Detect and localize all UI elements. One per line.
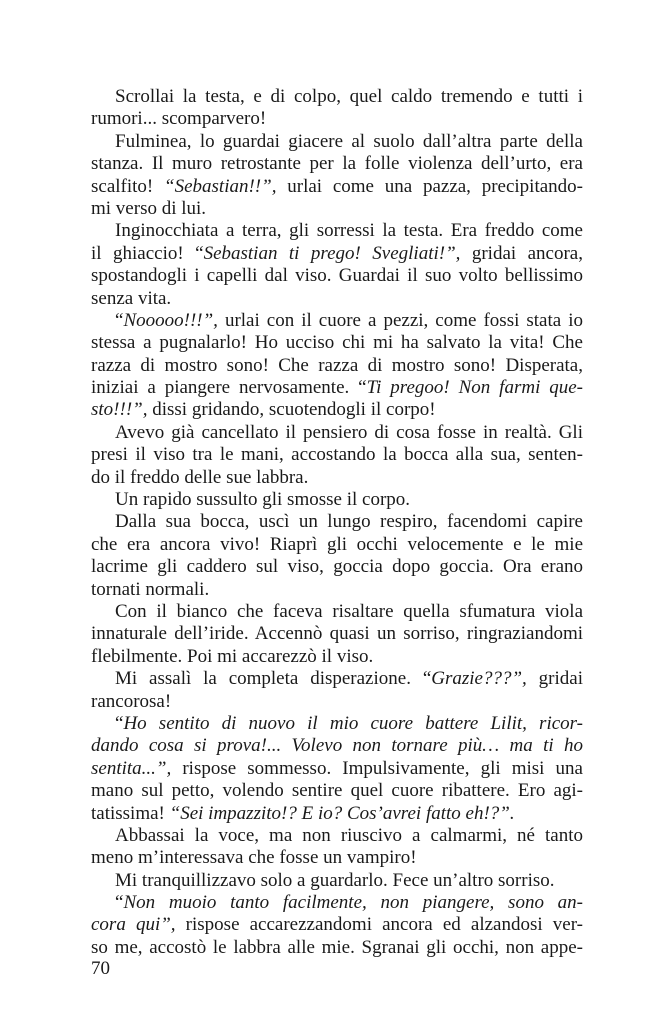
text-line [91, 780, 583, 802]
text-line [91, 176, 583, 198]
text-line [91, 310, 583, 332]
text-span: Fulminea, lo guardai giacere al suolo dall’altra parte della [115, 130, 583, 152]
text-line [91, 422, 583, 444]
italic-text: Grazie???”, [431, 668, 527, 690]
text-line [91, 937, 583, 959]
text-span: “ [115, 892, 124, 914]
text-span: iniziai a piangere nervosamente. “ [91, 377, 367, 399]
text-span: Mi tranquillizzavo solo a guardarlo. Fece un’altro sorriso. [115, 869, 555, 891]
text-line [91, 892, 583, 914]
text-span: tatissima! [91, 802, 170, 824]
text-line [91, 825, 583, 847]
text-span: Inginocchiata a terra, gli sorressi la testa. Era freddo come [115, 220, 583, 242]
italic-text: Ti pregoo! Non farmi que- [366, 377, 583, 399]
text-span: do il freddo delle sue labbra. [91, 466, 309, 488]
text-span: tornati normali. [91, 578, 210, 600]
text-span: rispose sommesso. Impulsivamente, gli misi una [171, 757, 583, 779]
text-line [91, 220, 583, 242]
text-line [91, 803, 583, 825]
text-span: Abbassai la voce, ma non riuscivo a calmarmi, né tanto [115, 824, 583, 846]
text-span: Un rapido sussulto gli smosse il corpo. [115, 489, 411, 511]
text-line [91, 847, 583, 869]
italic-text: Sebastian ti prego! Svegliati!”, [203, 242, 461, 264]
text-line [91, 467, 583, 489]
text-span: stanza. Il muro retrostante per la folle violenza dell’urto, era [91, 153, 583, 175]
text-span: Dalla sua bocca, uscì un lungo respiro, facendomi capire [115, 511, 583, 533]
text-line [91, 556, 583, 578]
text-span: gridai ancora, [460, 242, 583, 264]
text-line [91, 355, 583, 377]
italic-text: Ho sentito di nuovo il mio cuore battere Lilit, ricor- [123, 712, 583, 734]
page-body [91, 86, 583, 959]
text-span: so me, accostò le labbra alle mie. Sgranai gli occhi, non appe- [91, 936, 583, 958]
text-line [91, 511, 583, 533]
text-line [91, 623, 583, 645]
text-span: stessa a pugnalarlo! Ho ucciso chi mi ha salvato la vita! Che [91, 332, 583, 354]
text-line [91, 914, 583, 936]
text-span: “ [115, 309, 124, 331]
text-line [91, 758, 583, 780]
text-span: gridai [526, 668, 583, 690]
text-span: senza vita. [91, 287, 172, 309]
text-line [91, 332, 583, 354]
text-span: flebilmente. Poi mi accarezzò il viso. [91, 645, 374, 667]
text-line [91, 646, 583, 668]
italic-text: Non muoio tanto facilmente, non piangere, sono an- [123, 892, 583, 914]
text-span: rumori... scomparvero! [91, 108, 267, 130]
text-span: razza di mostro sono! Che razza di mostro sono! Disperata, [91, 354, 583, 376]
text-span: il ghiaccio! “ [91, 242, 204, 264]
text-span: scalfito! [91, 175, 165, 197]
italic-text: dando cosa si prova!... Volevo non tornare più… ma ti ho [91, 735, 583, 757]
text-line [91, 108, 583, 130]
text-span: urlai con il cuore a pezzi, come fossi stata io [217, 309, 583, 331]
text-line [91, 288, 583, 310]
text-line [91, 489, 583, 511]
text-line [91, 691, 583, 713]
text-line [91, 579, 583, 601]
text-line [91, 399, 583, 421]
text-span: presi il viso tra le mani, accostando la bocca alla sua, senten- [91, 444, 583, 466]
text-span: spostandogli i capelli dal viso. Guardai il suo volto bellissimo [91, 265, 583, 287]
text-line [91, 377, 583, 399]
italic-text: sto!!!”, [91, 399, 148, 421]
text-line [91, 153, 583, 175]
text-line [91, 198, 583, 220]
text-span: che era ancora vivo! Riaprì gli occhi velocemente e le mie [91, 533, 583, 555]
text-span: Mi assalì la completa disperazione. “ [115, 668, 432, 690]
italic-text: sentita...”, [91, 757, 172, 779]
italic-text: “Sebastian!!”, [164, 175, 277, 197]
text-line [91, 534, 583, 556]
text-line [91, 131, 583, 153]
text-line [91, 601, 583, 623]
text-span: Scrollai la testa, e di colpo, quel caldo tremendo e tutti i [115, 86, 583, 107]
page-number: 70 [91, 958, 110, 979]
text-line [91, 86, 583, 108]
text-span: mi verso di lui. [91, 197, 207, 219]
text-span: mano sul petto, volendo sentire quel cuore ribattere. Ero agi- [91, 780, 583, 802]
text-span: innaturale dell’iride. Accennò quasi un sorriso, ringraziandomi [91, 623, 583, 645]
text-span: urlai come una pazza, precipitando- [276, 175, 583, 197]
text-span: lacrime gli caddero sul viso, goccia dopo goccia. Ora erano [91, 556, 583, 578]
text-line [91, 243, 583, 265]
italic-text: Nooooo!!!”, [123, 309, 218, 331]
text-span: meno m’interessava che fosse un vampiro! [91, 847, 417, 869]
text-span: rispose accarezzandomi ancora ed alzandosi ver- [175, 914, 583, 936]
text-line [91, 870, 583, 892]
text-span: Avevo già cancellato il pensiero di cosa fosse in realtà. Gli [115, 421, 583, 443]
text-span: Con il bianco che faceva risaltare quella sfumatura viola [115, 600, 583, 622]
text-span: “ [115, 712, 124, 734]
italic-text: “Sei impazzito!? E io? Cos’avrei fatto eh!?”. [169, 802, 515, 824]
text-line [91, 668, 583, 690]
text-span: dissi gridando, scuotendogli il corpo! [147, 399, 436, 421]
text-line [91, 265, 583, 287]
text-line [91, 735, 583, 757]
text-line [91, 444, 583, 466]
italic-text: cora qui”, [91, 914, 176, 936]
text-span: rancorosa! [91, 690, 172, 712]
text-line [91, 713, 583, 735]
